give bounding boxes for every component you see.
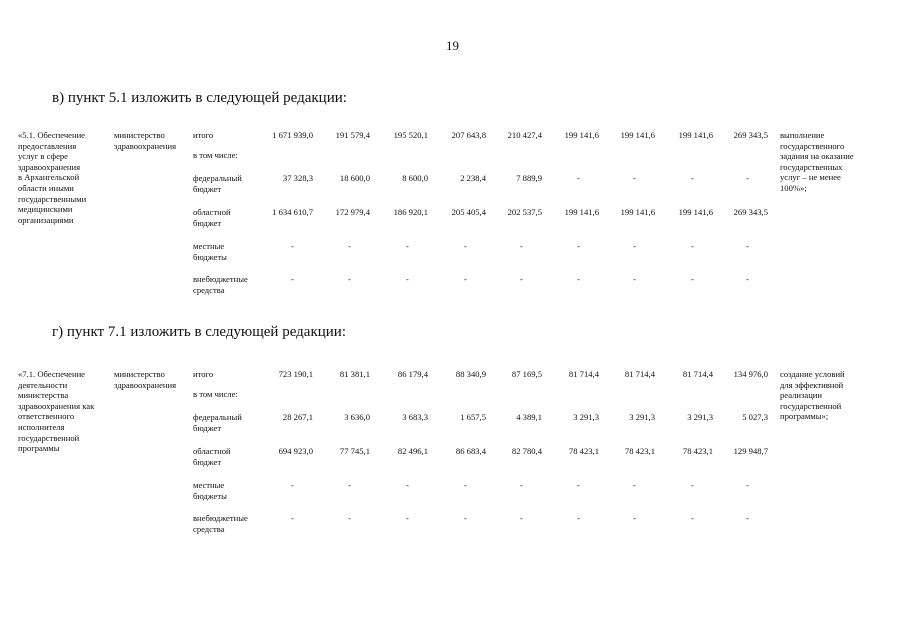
table-cell-value: 78 423,1 — [624, 446, 655, 456]
table-cell-value: 186 920,1 — [393, 207, 428, 217]
table-cell-value: 199 141,6 — [564, 130, 599, 140]
table-cell-value: 87 169,5 — [511, 369, 542, 379]
table-cell-value: - — [691, 241, 694, 251]
table-cell-value: 199 141,6 — [620, 207, 655, 217]
table-cell-value: - — [348, 274, 351, 284]
funding-source-label: внебюджетные — [193, 513, 248, 523]
table-cell-value: - — [291, 274, 294, 284]
table-cell-value: - — [464, 480, 467, 490]
table-cell-value: - — [348, 480, 351, 490]
table-cell-value: - — [348, 241, 351, 251]
table-cell-value: 81 714,4 — [682, 369, 713, 379]
table-cell-value: 28 267,1 — [282, 412, 313, 422]
result-cell-line: выполнение — [780, 130, 825, 140]
table-cell-value: - — [577, 480, 580, 490]
table-cell-value: 88 340,9 — [455, 369, 486, 379]
table-cell-value: 202 537,5 — [507, 207, 542, 217]
table-cell-value: 81 714,4 — [568, 369, 599, 379]
result-cell-line: для эффективной — [780, 379, 844, 390]
funding-source-label: местные — [193, 480, 225, 490]
executor-cell-line: здравоохранения — [114, 140, 177, 151]
table-cell-value: 1 671 939,0 — [272, 130, 313, 140]
table-cell-value: - — [406, 480, 409, 490]
result-cell-line: задания на оказание — [780, 151, 854, 162]
activity-cell-line: программы — [18, 443, 60, 454]
table-cell-value: 3 291,3 — [629, 412, 655, 422]
table-cell-value: 207 643,8 — [451, 130, 486, 140]
activity-cell-line: здравоохранения — [18, 161, 81, 172]
table-cell-value: - — [291, 241, 294, 251]
activity-cell-line: здравоохранения как — [18, 400, 95, 411]
table-cell-value: 4 389,1 — [516, 412, 542, 422]
table-cell-value: 129 948,7 — [733, 446, 768, 456]
activity-cell-line: области иными — [18, 183, 74, 193]
funding-source-label: в том числе: — [193, 389, 238, 399]
table-cell-value: - — [691, 513, 694, 523]
table-cell-value: - — [691, 480, 694, 490]
table-cell-value: - — [691, 173, 694, 183]
table-cell-value: 3 291,3 — [573, 412, 599, 422]
table-cell-value: 269 343,5 — [733, 130, 768, 140]
table-cell-value: - — [406, 241, 409, 251]
funding-source-label: в том числе: — [193, 150, 238, 160]
activity-cell-line: государственной — [18, 432, 80, 443]
table-cell-value: 199 141,6 — [678, 207, 713, 217]
table-cell-value: - — [633, 241, 636, 251]
table-cell-value: - — [633, 513, 636, 523]
funding-source-label: областной — [193, 446, 231, 456]
table-cell-value: 3 636,0 — [344, 412, 370, 422]
activity-cell-line: медицинскими — [18, 204, 73, 215]
funding-source-label: бюджет — [193, 456, 222, 467]
funding-source-label: бюджет — [193, 422, 222, 433]
table-cell-value: - — [633, 274, 636, 284]
executor-cell-line: министерство — [114, 130, 165, 140]
activity-cell-line: «5.1. Обеспечение — [18, 130, 85, 140]
result-cell-line: создание условий — [780, 369, 845, 379]
table-cell-value: - — [746, 173, 749, 183]
funding-source-label: бюджет — [193, 217, 222, 228]
table-cell-value: - — [520, 480, 523, 490]
table-cell-value: - — [577, 241, 580, 251]
funding-source-label: внебюджетные — [193, 274, 248, 284]
table-cell-value: 82 496,1 — [397, 446, 428, 456]
funding-source-label: итого — [193, 369, 214, 379]
activity-cell-line: «7.1. Обеспечение — [18, 369, 85, 379]
table-cell-value: 199 141,6 — [678, 130, 713, 140]
page-number: 19 — [446, 38, 459, 53]
table-cell-value: 134 976,0 — [733, 369, 768, 379]
table-cell-value: 7 889,9 — [516, 173, 542, 183]
table-cell-value: - — [746, 480, 749, 490]
table-cell-value: - — [406, 274, 409, 284]
table-cell-value: 210 427,4 — [507, 130, 542, 140]
table-cell-value: 3 683,3 — [402, 412, 428, 422]
table-cell-value: 37 328,3 — [282, 173, 313, 183]
executor-cell-line: министерство — [114, 369, 165, 379]
table-cell-value: 205 405,4 — [451, 207, 486, 217]
table-cell-value: - — [291, 480, 294, 490]
activity-cell-line: ответственного — [18, 411, 75, 422]
funding-source-label: средства — [193, 284, 225, 295]
funding-source-label: местные — [193, 241, 225, 251]
table-cell-value: 81 714,4 — [624, 369, 655, 379]
funding-source-label: бюджеты — [193, 251, 227, 262]
activity-cell-line: услуг в сфере — [18, 151, 68, 162]
table-cell-value: - — [633, 173, 636, 183]
result-cell-line: государственного — [780, 140, 845, 151]
table-cell-value: 86 179,4 — [397, 369, 428, 379]
table-cell-value: - — [691, 274, 694, 284]
table-cell-value: 195 520,1 — [393, 130, 428, 140]
table-cell-value: 78 423,1 — [682, 446, 713, 456]
table-cell-value: - — [577, 173, 580, 183]
table-cell-value: 3 291,3 — [687, 412, 713, 422]
result-cell-line: реализации — [780, 390, 822, 401]
funding-source-label: бюджет — [193, 183, 222, 194]
funding-source-label: областной — [193, 207, 231, 217]
table-cell-value: - — [746, 241, 749, 251]
table-cell-value: 172 979,4 — [335, 207, 370, 217]
table-cell-value: 82 780,4 — [511, 446, 542, 456]
activity-cell-line: в Архангельской — [18, 172, 80, 183]
table-cell-value: - — [464, 241, 467, 251]
table-cell-value: - — [577, 274, 580, 284]
table-cell-value: - — [746, 513, 749, 523]
activity-cell-line: исполнителя — [18, 422, 65, 432]
result-cell-line: услуг – не менее — [780, 172, 841, 183]
section-heading: г) пункт 7.1 изложить в следующей редакции: — [52, 324, 346, 340]
table-cell-value: - — [520, 513, 523, 523]
section-heading: в) пункт 5.1 изложить в следующей редакции: — [52, 90, 347, 106]
table-cell-value: - — [464, 274, 467, 284]
table-cell-value: 1 634 610,7 — [272, 207, 313, 217]
table-cell-value: - — [291, 513, 294, 523]
table-cell-value: 86 683,4 — [455, 446, 486, 456]
table-cell-value: 77 745,1 — [339, 446, 370, 456]
result-cell-line: программы»; — [780, 411, 829, 422]
table-cell-value: - — [406, 513, 409, 523]
result-cell-line: государственных — [780, 161, 843, 172]
activity-cell-line: министерства — [18, 390, 69, 401]
table-cell-value: - — [348, 513, 351, 523]
activity-cell-line: деятельности — [18, 379, 68, 390]
activity-cell-line: предоставления — [18, 140, 77, 151]
table-cell-value: 694 923,0 — [278, 446, 313, 456]
funding-source-label: федеральный — [193, 412, 242, 422]
table-cell-value: - — [464, 513, 467, 523]
table-cell-value: 723 190,1 — [278, 369, 313, 379]
table-cell-value: 191 579,4 — [335, 130, 370, 140]
funding-source-label: федеральный — [193, 173, 242, 183]
funding-source-label: средства — [193, 523, 225, 534]
table-cell-value: 1 657,5 — [460, 412, 486, 422]
table-cell-value: 81 381,1 — [339, 369, 370, 379]
table-cell-value: 199 141,6 — [564, 207, 599, 217]
table-cell-value: - — [633, 480, 636, 490]
table-cell-value: 78 423,1 — [568, 446, 599, 456]
funding-source-label: бюджеты — [193, 490, 227, 501]
table-cell-value: - — [520, 241, 523, 251]
result-cell-line: 100%»; — [780, 183, 807, 193]
table-cell-value: 8 600,0 — [402, 173, 428, 183]
table-cell-value: 18 600,0 — [339, 173, 370, 183]
table-cell-value: 199 141,6 — [620, 130, 655, 140]
activity-cell-line: организациями — [18, 214, 74, 225]
table-cell-value: - — [577, 513, 580, 523]
result-cell-line: государственной — [780, 400, 842, 411]
table-cell-value: 269 343,5 — [733, 207, 768, 217]
activity-cell-line: государственными — [18, 193, 87, 204]
table-cell-value: - — [746, 274, 749, 284]
executor-cell-line: здравоохранения — [114, 379, 177, 390]
table-cell-value: 2 238,4 — [460, 173, 486, 183]
funding-source-label: итого — [193, 130, 214, 140]
table-cell-value: 5 027,3 — [742, 412, 768, 422]
table-cell-value: - — [520, 274, 523, 284]
